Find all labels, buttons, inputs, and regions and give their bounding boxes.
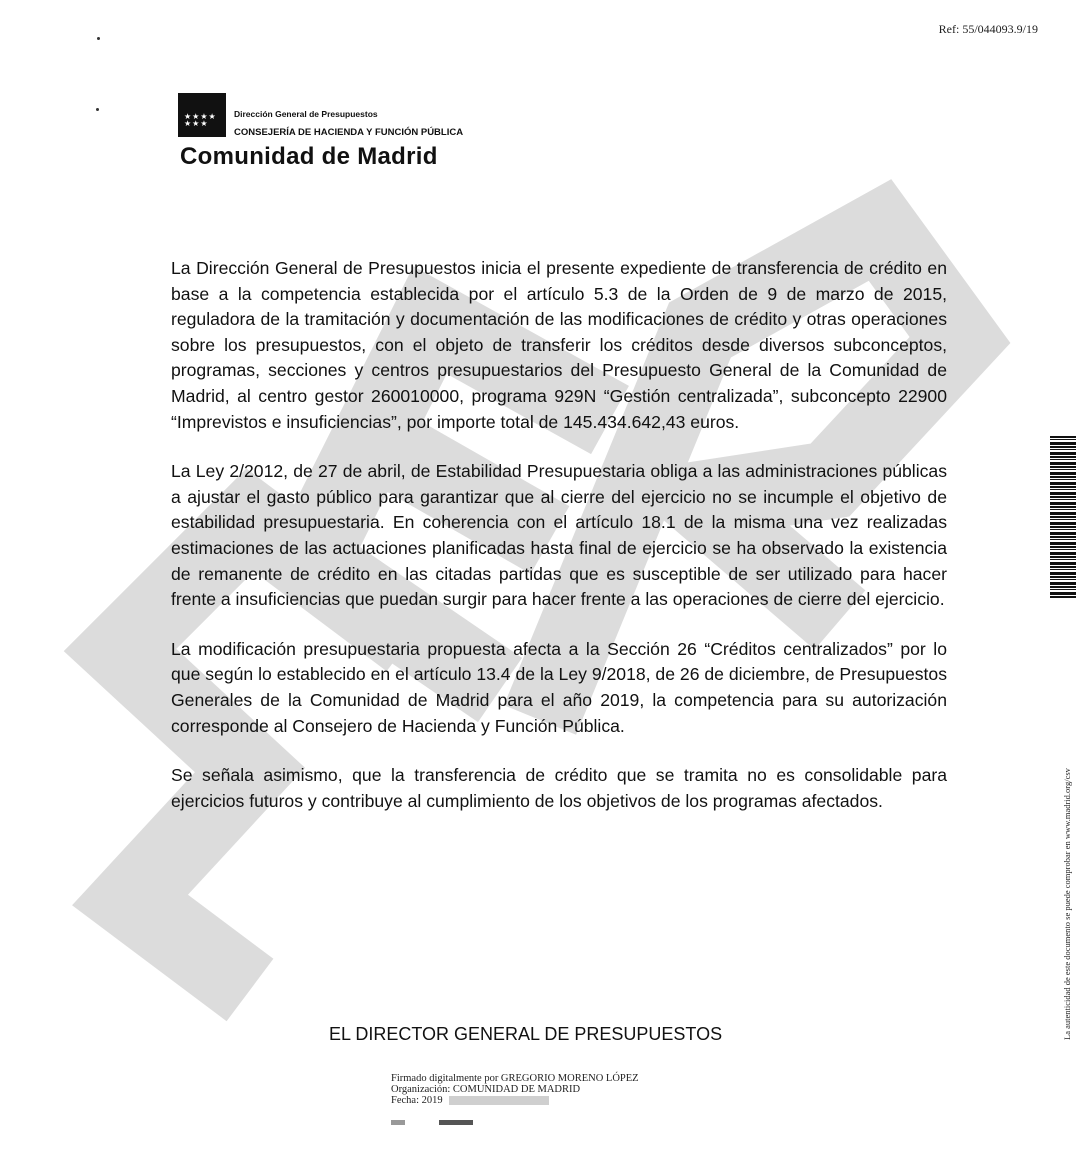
authenticity-note: La autenticidad de este documento se puede comprobar en www.madrid.org/csv: [1062, 768, 1072, 1040]
redacted-signature-mark: [391, 1120, 501, 1126]
signature-signed-by: Firmado digitalmente por GREGORIO MORENO LÓPEZ: [391, 1073, 639, 1084]
digital-signature: [391, 1073, 639, 1106]
paragraph-3: La modificación presupuestaria propuesta afecta a la Sección 26 “Créditos centralizados” por lo que según lo establecido en el artículo 13.4 de la Ley 9/2018, de 26 de diciembre, de Presupuestos Generales de la Comunidad de Madrid para el año 2019, la competencia para su autorización corresponde al Consejero de Hacienda y Función Pública.: [171, 638, 947, 736]
document-body: [171, 256, 947, 838]
document-reference: Ref: 55/044093.9/19: [938, 22, 1038, 36]
department-name: CONSEJERÍA DE HACIENDA Y FUNCIÓN PÚBLICA: [234, 127, 464, 138]
direction-name: Dirección General de Presupuestos: [234, 109, 378, 119]
redacted-date: [449, 1096, 549, 1105]
scan-dot: [96, 108, 99, 111]
signature-date: Fecha: 2019: [391, 1095, 443, 1106]
signature-organization: Organización: COMUNIDAD DE MADRID: [391, 1084, 581, 1095]
scan-dot: [97, 37, 100, 40]
paragraph-4: Se señala asimismo, que la transferencia de crédito que se tramita no es consolidable para ejercicios futuros y contribuye al cumplimiento de los objetivos de los programas afectados.: [171, 765, 947, 811]
organization-name: Comunidad de Madrid: [180, 143, 438, 170]
signatory-title: EL DIRECTOR GENERAL DE PRESUPUESTOS: [329, 1024, 723, 1044]
paragraph-1: La Dirección General de Presupuestos inicia el presente expediente de transferencia de crédito en base a la competencia establecida por el artículo 5.3 de la Orden de 9 de marzo de 2015, reguladora de la tramitación y documentación de las modificaciones de crédito y otras operaciones sobre los presupuestos, con el objeto de transferir los créditos desde diversos subconceptos, programas, secciones y centros presupuestarios del Presupuesto General de la Comunidad de Madrid, al centro gestor 260010000, programa 929N “Gestión centralizada”, subconcepto 22900 “Imprevistos e insuficiencias”, por importe total de 145.434.642,43 euros.: [171, 258, 947, 432]
barcode: [1050, 436, 1076, 598]
madrid-flag-logo: [178, 93, 226, 137]
flag-stars: ★★★★ ★★★: [184, 112, 217, 128]
paragraph-2: La Ley 2/2012, de 27 de abril, de Estabilidad Presupuestaria obliga a las administraciones públicas a ajustar el gasto público para garantizar que al cierre del ejercicio no se incumple el objetivo de estabilidad presupuestaria. En coherencia con el artículo 18.1 de la misma una vez realizadas estimaciones de las actuaciones planificadas hasta final de ejercicio se ha observado la existencia de remanente de crédito en las citadas partidas que es susceptible de ser utilizado para hacer frente a insuficiencias que puedan surgir para hacer frente a las operaciones de cierre del ejercicio.: [171, 461, 947, 610]
